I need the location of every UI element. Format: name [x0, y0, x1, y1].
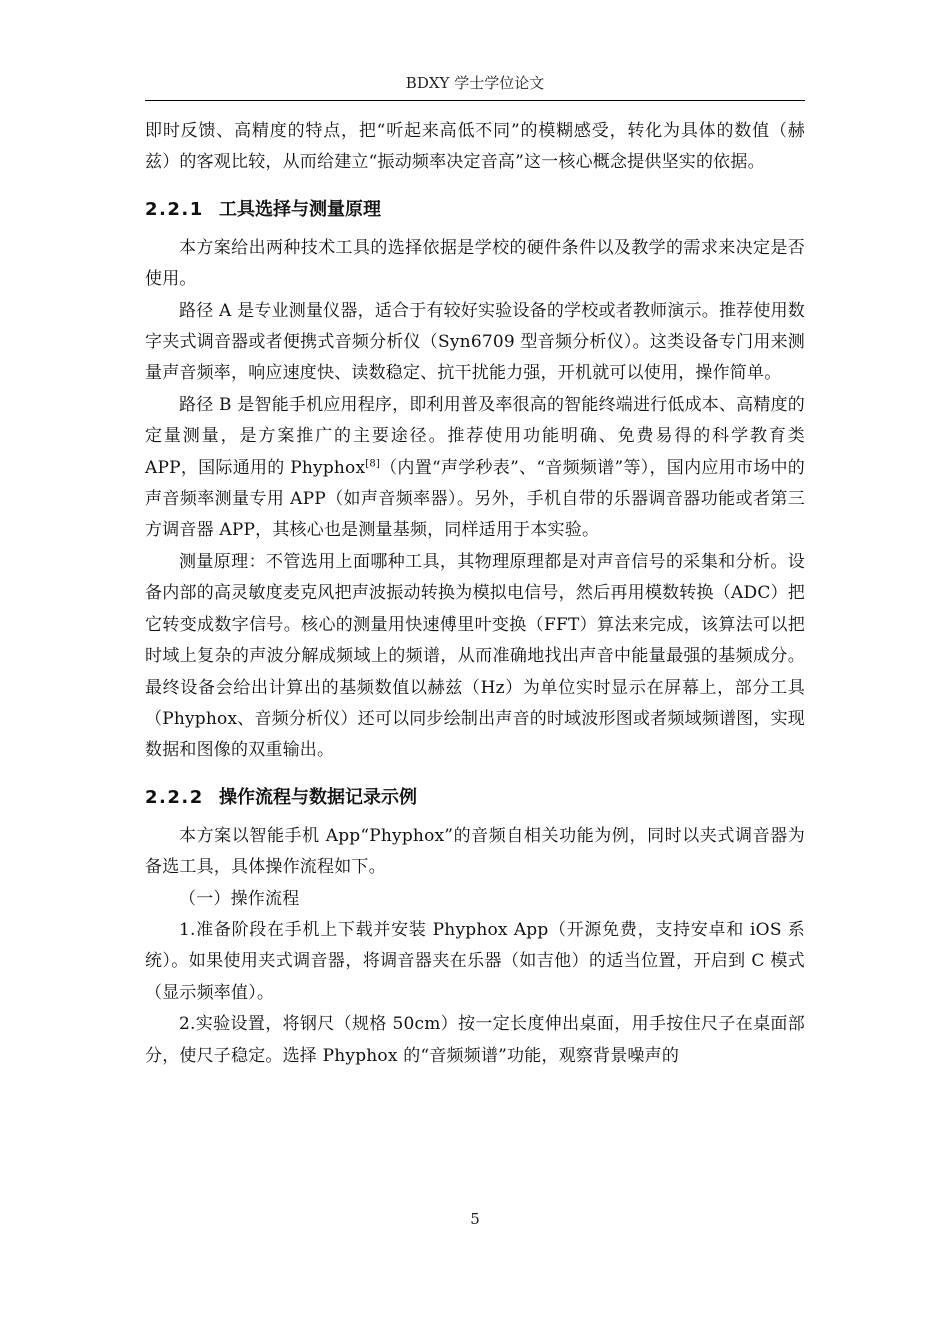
section-title: 操作流程与数据记录示例 — [219, 786, 417, 808]
page-number: 5 — [470, 1210, 480, 1228]
page-body — [145, 116, 805, 1072]
intro-paragraph: 即时反馈、高精度的特点，把“听起来高低不同”的模糊感受，转化为具体的数值（赫兹）的客观比较，从而给建立“振动频率决定音高”这一核心概念提供坚实的依据。 — [145, 121, 805, 173]
subheading-procedure: （一）操作流程 — [179, 888, 300, 909]
step-2: 2.实验设置，将钢尺（规格 50cm）按一定长度伸出桌面，用手按住尺子在桌面部分，使尺子稳定。选择 Phyphox 的“音频频谱”功能，观察背景噪声的 — [145, 1014, 805, 1066]
path-b-text-cont: （内置“声学秒表”、“音频频谱”等），国内应用市场中的声音频率测量专用 APP（如声音频率器）。另外，手机自带的乐器调音器功能或者第三方调音器 APP，其核心也是测量基频，同样适用于本实验。 — [145, 457, 805, 541]
path-b-text: 路径 B 是智能手机应用程序，即利用普及率很高的智能终端进行低成本、高精度的定量测量，是方案推广的主要途径。推荐使用功能明确、免费易得的科学教育类 APP，国际通用的 Phyphox — [145, 394, 805, 478]
paragraph-path-b — [145, 390, 805, 547]
paragraph-principle: 测量原理：不管选用上面哪种工具，其物理原理都是对声音信号的采集和分析。设备内部的高灵敏度麦克风把声波振动转换为模拟电信号，然后再用模数转换（ADC）把它转变成数字信号。核心的测量用快速傅里叶变换（FFT）算法来完成，该算法可以把时域上复杂的声波分解成频域上的频谱，从而准确地找出声音中能量最强的基频成分。最终设备会给出计算出的基频数值以赫兹（Hz）为单位实时显示在屏幕上，部分工具（Phyphox、音频分析仪）还可以同步绘制出声音的时域波形图或者频域频谱图，实现数据和图像的双重输出。 — [145, 551, 805, 761]
running-header: BDXY 学士学位论文 — [405, 74, 545, 92]
section-title: 工具选择与测量原理 — [219, 198, 381, 220]
step-1: 1.准备阶段在手机上下载并安装 Phyphox App（开源免费，支持安卓和 iOS 系统）。如果使用夹式调音器，将调音器夹在乐器（如吉他）的适当位置，开启到 C 模式（显示频率值）。 — [145, 919, 805, 1003]
paragraph-tool-basis: 本方案给出两种技术工具的选择依据是学校的硬件条件以及教学的需求来决定是否使用。 — [145, 237, 805, 290]
section-heading-2-2-1 — [145, 196, 805, 224]
paragraph-procedure-intro: 本方案以智能手机 App“Phyphox”的音频自相关功能为例，同时以夹式调音器为备选工具，具体操作流程如下。 — [145, 825, 805, 878]
paragraph-path-a: 路径 A 是专业测量仪器，适合于有较好实验设备的学校或者教师演示。推荐使用数字夹式调音器或者便携式音频分析仪（Syn6709 型音频分析仪）。这类设备专门用来测量声音频率，响应速度快、读数稳定、抗干扰能力强，开机就可以使用，操作简单。 — [145, 300, 805, 384]
section-number: 2.2.1 — [145, 198, 204, 220]
section-number: 2.2.2 — [145, 786, 204, 808]
header-rule — [145, 100, 805, 101]
citation-ref: [8] — [365, 458, 381, 469]
section-heading-2-2-2 — [145, 784, 805, 812]
